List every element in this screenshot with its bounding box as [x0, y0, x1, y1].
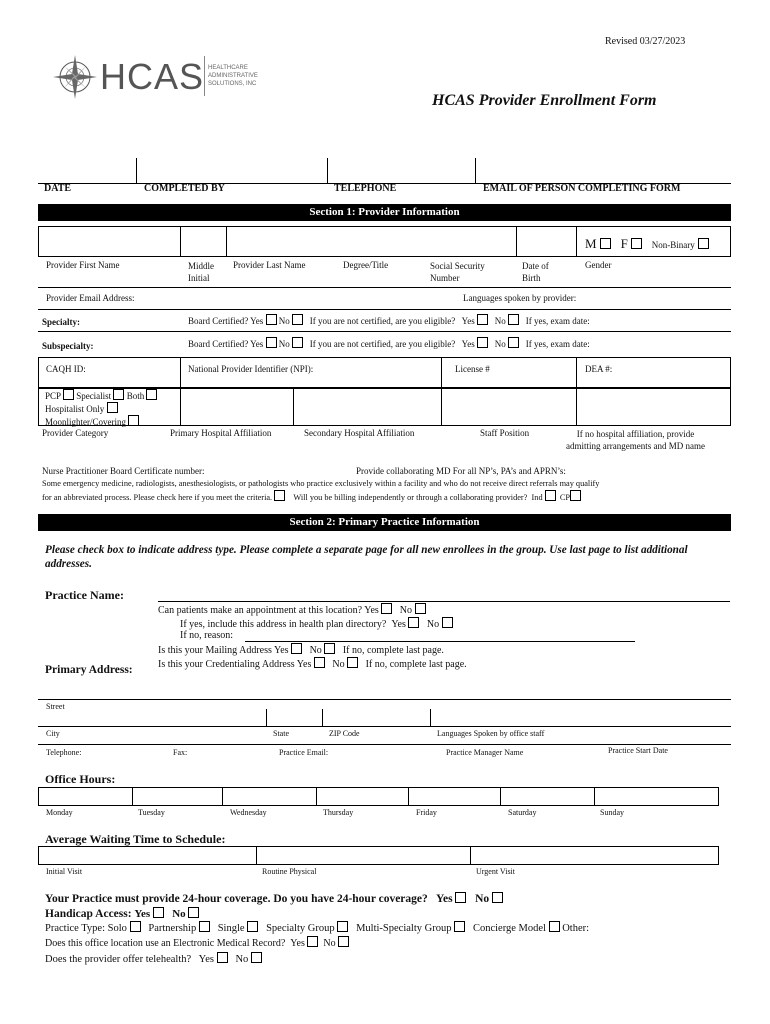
- compass-icon: [52, 54, 98, 100]
- ids-row: [38, 357, 731, 388]
- specialty-label: Specialty:: [42, 317, 80, 327]
- emr-no-checkbox[interactable]: [338, 936, 349, 947]
- day-friday: Friday: [416, 808, 437, 817]
- emergency-criteria-line2: for an abbreviated process. Please check here if you meet the criteria. Will you be billing independently or through a collaborating provider? Ind CP: [42, 490, 581, 502]
- directory-question: If yes, include this address in health plan directory? Yes No: [180, 617, 453, 630]
- telehealth-yes-checkbox[interactable]: [217, 952, 228, 963]
- telephone-label: TELEPHONE: [334, 183, 397, 194]
- street-input[interactable]: [38, 685, 731, 699]
- languages-spoken-label: Languages spoken by provider:: [463, 293, 577, 303]
- completed-by-label: COMPLETED BY: [144, 183, 225, 194]
- no-hospital-label: If no hospital affiliation, provide admitting arrangements and MD name: [566, 429, 705, 451]
- solo-checkbox[interactable]: [130, 921, 141, 932]
- day-wednesday: Wednesday: [230, 808, 267, 817]
- gender-f-checkbox[interactable]: [631, 238, 642, 249]
- specialty-board-no-checkbox[interactable]: [292, 314, 303, 325]
- subspecialty-eligible-yes-checkbox[interactable]: [477, 337, 488, 348]
- section-1-header: Section 1: Provider Information: [38, 204, 731, 221]
- subspecialty-board-no-checkbox[interactable]: [292, 337, 303, 348]
- wait-time-row: [38, 846, 719, 865]
- office-hours-row: [38, 787, 719, 806]
- first-name-label: Provider First Name: [46, 260, 120, 270]
- day-tuesday: Tuesday: [138, 808, 165, 817]
- coverage-no-checkbox[interactable]: [492, 892, 503, 903]
- multi-specialty-checkbox[interactable]: [454, 921, 465, 932]
- staff-position-label: Staff Position: [480, 428, 530, 438]
- emergency-criteria-text: Some emergency medicine, radiologists, anesthesiologists, or pathologists who practice exclusively within a facility and who do not receive direct referrals may qualify: [42, 479, 600, 488]
- gender-nonbinary-checkbox[interactable]: [698, 238, 709, 249]
- provider-category-options: PCP Specialist Both Hospitalist Only Moonlighter/Covering: [45, 389, 157, 428]
- credentialing-no-checkbox[interactable]: [347, 657, 358, 668]
- dob-label: Date of Birth: [522, 261, 549, 283]
- last-name-label: Provider Last Name: [233, 260, 306, 270]
- state-label: State: [273, 729, 289, 738]
- mailing-no-checkbox[interactable]: [324, 643, 335, 654]
- specialist-checkbox[interactable]: [113, 389, 124, 400]
- routine-physical-label: Routine Physical: [262, 867, 317, 876]
- dob-input[interactable]: [517, 227, 575, 256]
- subspecialty-label: Subspecialty:: [42, 341, 94, 351]
- urgent-visit-label: Urgent Visit: [476, 867, 516, 876]
- billing-ind-checkbox[interactable]: [545, 490, 556, 501]
- street-label: Street: [46, 702, 65, 711]
- specialty-eligible-yes-checkbox[interactable]: [477, 314, 488, 325]
- directory-no-checkbox[interactable]: [442, 617, 453, 628]
- day-monday: Monday: [46, 808, 73, 817]
- billing-cp-checkbox[interactable]: [570, 490, 581, 501]
- form-title: HCAS Provider Enrollment Form: [432, 92, 657, 109]
- hospitalist-checkbox[interactable]: [107, 402, 118, 413]
- handicap-no-checkbox[interactable]: [188, 907, 199, 918]
- practice-name-input[interactable]: [158, 585, 730, 600]
- primary-address-label: Primary Address:: [45, 664, 133, 676]
- specialty-eligible-no-checkbox[interactable]: [508, 314, 519, 325]
- pcp-checkbox[interactable]: [63, 389, 74, 400]
- degree-label: Degree/Title: [343, 260, 389, 270]
- initial-visit-label: Initial Visit: [46, 867, 83, 876]
- emr-question: Does this office location use an Electronic Medical Record? Yes No: [45, 936, 349, 949]
- logo-wordmark: HCAS: [100, 56, 205, 97]
- provider-last-name-input[interactable]: [227, 227, 515, 256]
- zip-label: ZIP Code: [329, 729, 360, 738]
- appointment-no-checkbox[interactable]: [415, 603, 426, 614]
- subspecialty-eligible-no-checkbox[interactable]: [508, 337, 519, 348]
- telephone-label-2: Telephone:: [46, 748, 82, 757]
- practice-start-label: Practice Start Date: [608, 746, 668, 755]
- practice-name-label: Practice Name:: [45, 588, 124, 602]
- emr-yes-checkbox[interactable]: [307, 936, 318, 947]
- subspecialty-board-yes-checkbox[interactable]: [266, 337, 277, 348]
- emergency-criteria-checkbox[interactable]: [274, 490, 285, 501]
- moonlighter-checkbox[interactable]: [128, 415, 139, 426]
- city-label: City: [46, 729, 60, 738]
- subspecialty-board-row: Board Certified? Yes No If you are not certified, are you eligible? Yes No If yes, exam date:: [188, 339, 590, 349]
- middle-initial-input[interactable]: [181, 227, 225, 256]
- reason-input[interactable]: [245, 628, 635, 641]
- email-input[interactable]: [476, 158, 731, 182]
- specialty-board-row: Board Certified? Yes No If you are not certified, are you eligible? Yes No If yes, exam date:: [188, 316, 590, 326]
- license-label: License #: [455, 364, 490, 374]
- practice-type-row: Practice Type: Solo Partnership Single Specialty Group Multi-Specialty Group Concierge Model Other:: [45, 923, 590, 934]
- address-instructions: Please check box to indicate address type. Please complete a separate page for all new enrollees in the group. Use last page to list additional addresses.: [45, 544, 688, 570]
- middle-initial-label: Middle Initial: [188, 261, 214, 283]
- revised-date: Revised 03/27/2023: [605, 36, 686, 47]
- gender-m-checkbox[interactable]: [600, 238, 611, 249]
- specialty-group-checkbox[interactable]: [337, 921, 348, 932]
- section-2-header: Section 2: Primary Practice Information: [38, 514, 731, 531]
- day-saturday: Saturday: [508, 808, 537, 817]
- directory-yes-checkbox[interactable]: [408, 617, 419, 628]
- provider-email-label: Provider Email Address:: [46, 293, 135, 303]
- telehealth-no-checkbox[interactable]: [251, 952, 262, 963]
- provider-first-name-input[interactable]: [39, 227, 179, 256]
- fax-label: Fax:: [173, 748, 188, 757]
- telehealth-question: Does the provider offer telehealth? Yes No: [45, 952, 262, 965]
- secondary-hospital-label: Secondary Hospital Affiliation: [304, 428, 415, 438]
- practice-email-label: Practice Email:: [279, 748, 329, 757]
- specialty-board-yes-checkbox[interactable]: [266, 314, 277, 325]
- caqh-id-label: CAQH ID:: [46, 364, 86, 374]
- dea-label: DEA #:: [585, 364, 613, 374]
- primary-hospital-label: Primary Hospital Affiliation: [170, 428, 272, 438]
- collab-md-label: Provide collaborating MD For all NP’s, PA’s and APRN’s:: [356, 466, 566, 476]
- email-completing-label: EMAIL OF PERSON COMPLETING FORM: [483, 183, 681, 194]
- ssn-label: Social Security Number: [430, 261, 485, 283]
- coverage-yes-checkbox[interactable]: [455, 892, 466, 903]
- office-hours-label: Office Hours:: [45, 772, 116, 786]
- practice-manager-label: Practice Manager Name: [446, 748, 524, 757]
- single-checkbox[interactable]: [247, 921, 258, 932]
- npi-label: National Provider Identifier (NPI):: [188, 364, 314, 374]
- telephone-input[interactable]: [328, 158, 474, 182]
- hcas-logo: [52, 52, 272, 102]
- reason-label: If no, reason:: [180, 630, 234, 641]
- credentialing-yes-checkbox[interactable]: [314, 657, 325, 668]
- mailing-yes-checkbox[interactable]: [291, 643, 302, 654]
- handicap-yes-checkbox[interactable]: [153, 907, 164, 918]
- provider-category-label: Provider Category: [42, 428, 109, 438]
- gender-label: Gender: [585, 260, 612, 270]
- appointment-yes-checkbox[interactable]: [381, 603, 392, 614]
- avg-wait-label: Average Waiting Time to Schedule:: [45, 832, 226, 846]
- day-sunday: Sunday: [600, 808, 624, 817]
- mailing-address-question: Is this your Mailing Address Yes No If no, complete last page.: [158, 645, 444, 656]
- office-languages-label: Languages Spoken by office staff: [437, 729, 545, 738]
- credentialing-address-question: Is this your Credentialing Address Yes No If no, complete last page.: [158, 659, 467, 670]
- np-board-label: Nurse Practitioner Board Certificate number:: [42, 466, 205, 476]
- logo-subtext: HEALTHCARE ADMINISTRATIVE SOLUTIONS, INC: [208, 65, 258, 87]
- concierge-checkbox[interactable]: [549, 921, 560, 932]
- both-checkbox[interactable]: [146, 389, 157, 400]
- gender-options: M F Non-Binary: [585, 236, 709, 252]
- appointment-question: Can patients make an appointment at this location? Yes No: [158, 603, 426, 616]
- day-thursday: Thursday: [323, 808, 354, 817]
- date-label: DATE: [44, 183, 72, 194]
- completed-by-input[interactable]: [137, 158, 326, 182]
- coverage-question: Your Practice must provide 24-hour coverage. Do you have 24-hour coverage? Yes No: [45, 892, 503, 905]
- partnership-checkbox[interactable]: [199, 921, 210, 932]
- date-input[interactable]: [38, 158, 135, 182]
- handicap-question: Handicap Access: Yes No: [45, 907, 199, 920]
